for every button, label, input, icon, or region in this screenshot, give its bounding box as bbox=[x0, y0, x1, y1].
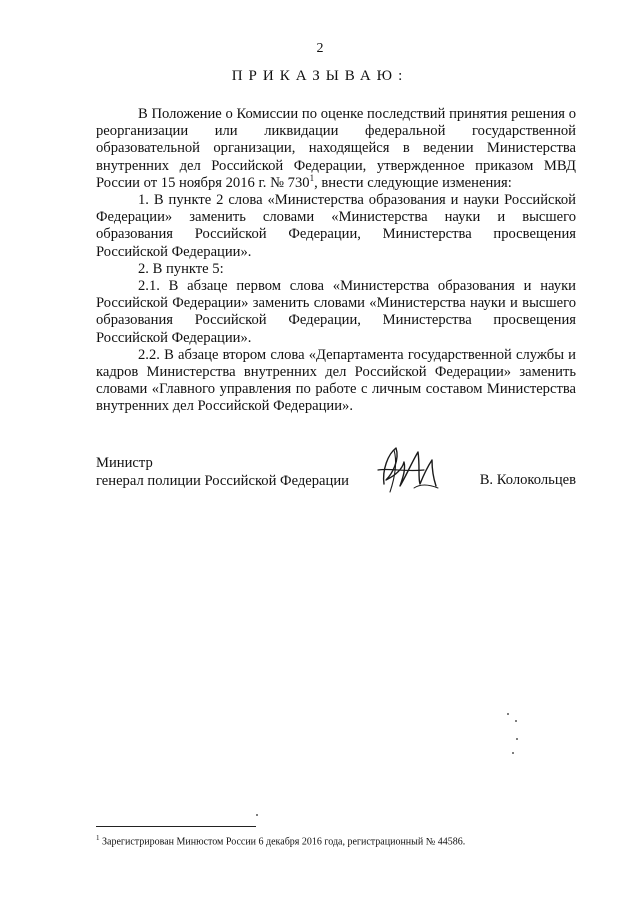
footnote-text: Зарегистрирован Минюстом России 6 декабря 2016 года, регистрационный № 44586. bbox=[99, 836, 466, 848]
item-1-paragraph: 1. В пункте 2 слова «Министерства образования и науки Российской Федерации» заменить словами «Министерства науки и высшего образования Российской Федерации, Министерства просвещения Российской Федерации». bbox=[96, 192, 576, 260]
intro-text-end: , внести следующие изменения: bbox=[314, 174, 512, 191]
signatory-name: В. Колокольцев bbox=[479, 472, 576, 488]
scan-speck bbox=[515, 720, 517, 722]
item-2-2-paragraph: 2.2. В абзаце втором слова «Департамента государственной службы и кадров Министерства внутренних дел Российской Федерации» заменить словами «Главного управления по работе с личным составом Министерства внутренних дел Российской Федерации». bbox=[96, 346, 576, 415]
order-body bbox=[96, 106, 576, 416]
footnote-separator bbox=[96, 826, 256, 827]
scan-speck bbox=[512, 752, 514, 754]
footnote-reference: 1 bbox=[309, 172, 315, 183]
footnote bbox=[96, 832, 596, 848]
footnote-marker: 1 bbox=[96, 834, 100, 842]
order-heading: ПРИКАЗЫВАЮ: bbox=[231, 68, 409, 84]
signatory-title-line-1: Министр bbox=[96, 455, 153, 471]
intro-paragraph bbox=[96, 106, 576, 192]
intro-text: В Положение о Комиссии по оценке последствий принятия решения о реорганизации или ликвидации федеральной государственной образовательной организации, находящейся в ведении Министерства внутренних дел Российской Федерации, утвержденное приказом МВД России от 15 ноября 2016 г. № 730 bbox=[96, 106, 576, 191]
item-2-paragraph: 2. В пункте 5: bbox=[138, 260, 224, 277]
signatory-title bbox=[96, 455, 349, 490]
scan-speck bbox=[507, 713, 509, 715]
scan-speck bbox=[516, 738, 518, 740]
page-number: 2 bbox=[316, 41, 324, 56]
item-2-1-paragraph: 2.1. В абзаце первом слова «Министерства образования и науки Российской Федерации» заменить словами «Министерства науки и высшего образования Российской Федерации, Министерства просвещения Российской Федерации». bbox=[96, 278, 576, 346]
scan-speck bbox=[256, 814, 258, 816]
handwritten-signature bbox=[374, 440, 444, 496]
signatory-title-line-2: генерал полиции Российской Федерации bbox=[96, 472, 349, 489]
